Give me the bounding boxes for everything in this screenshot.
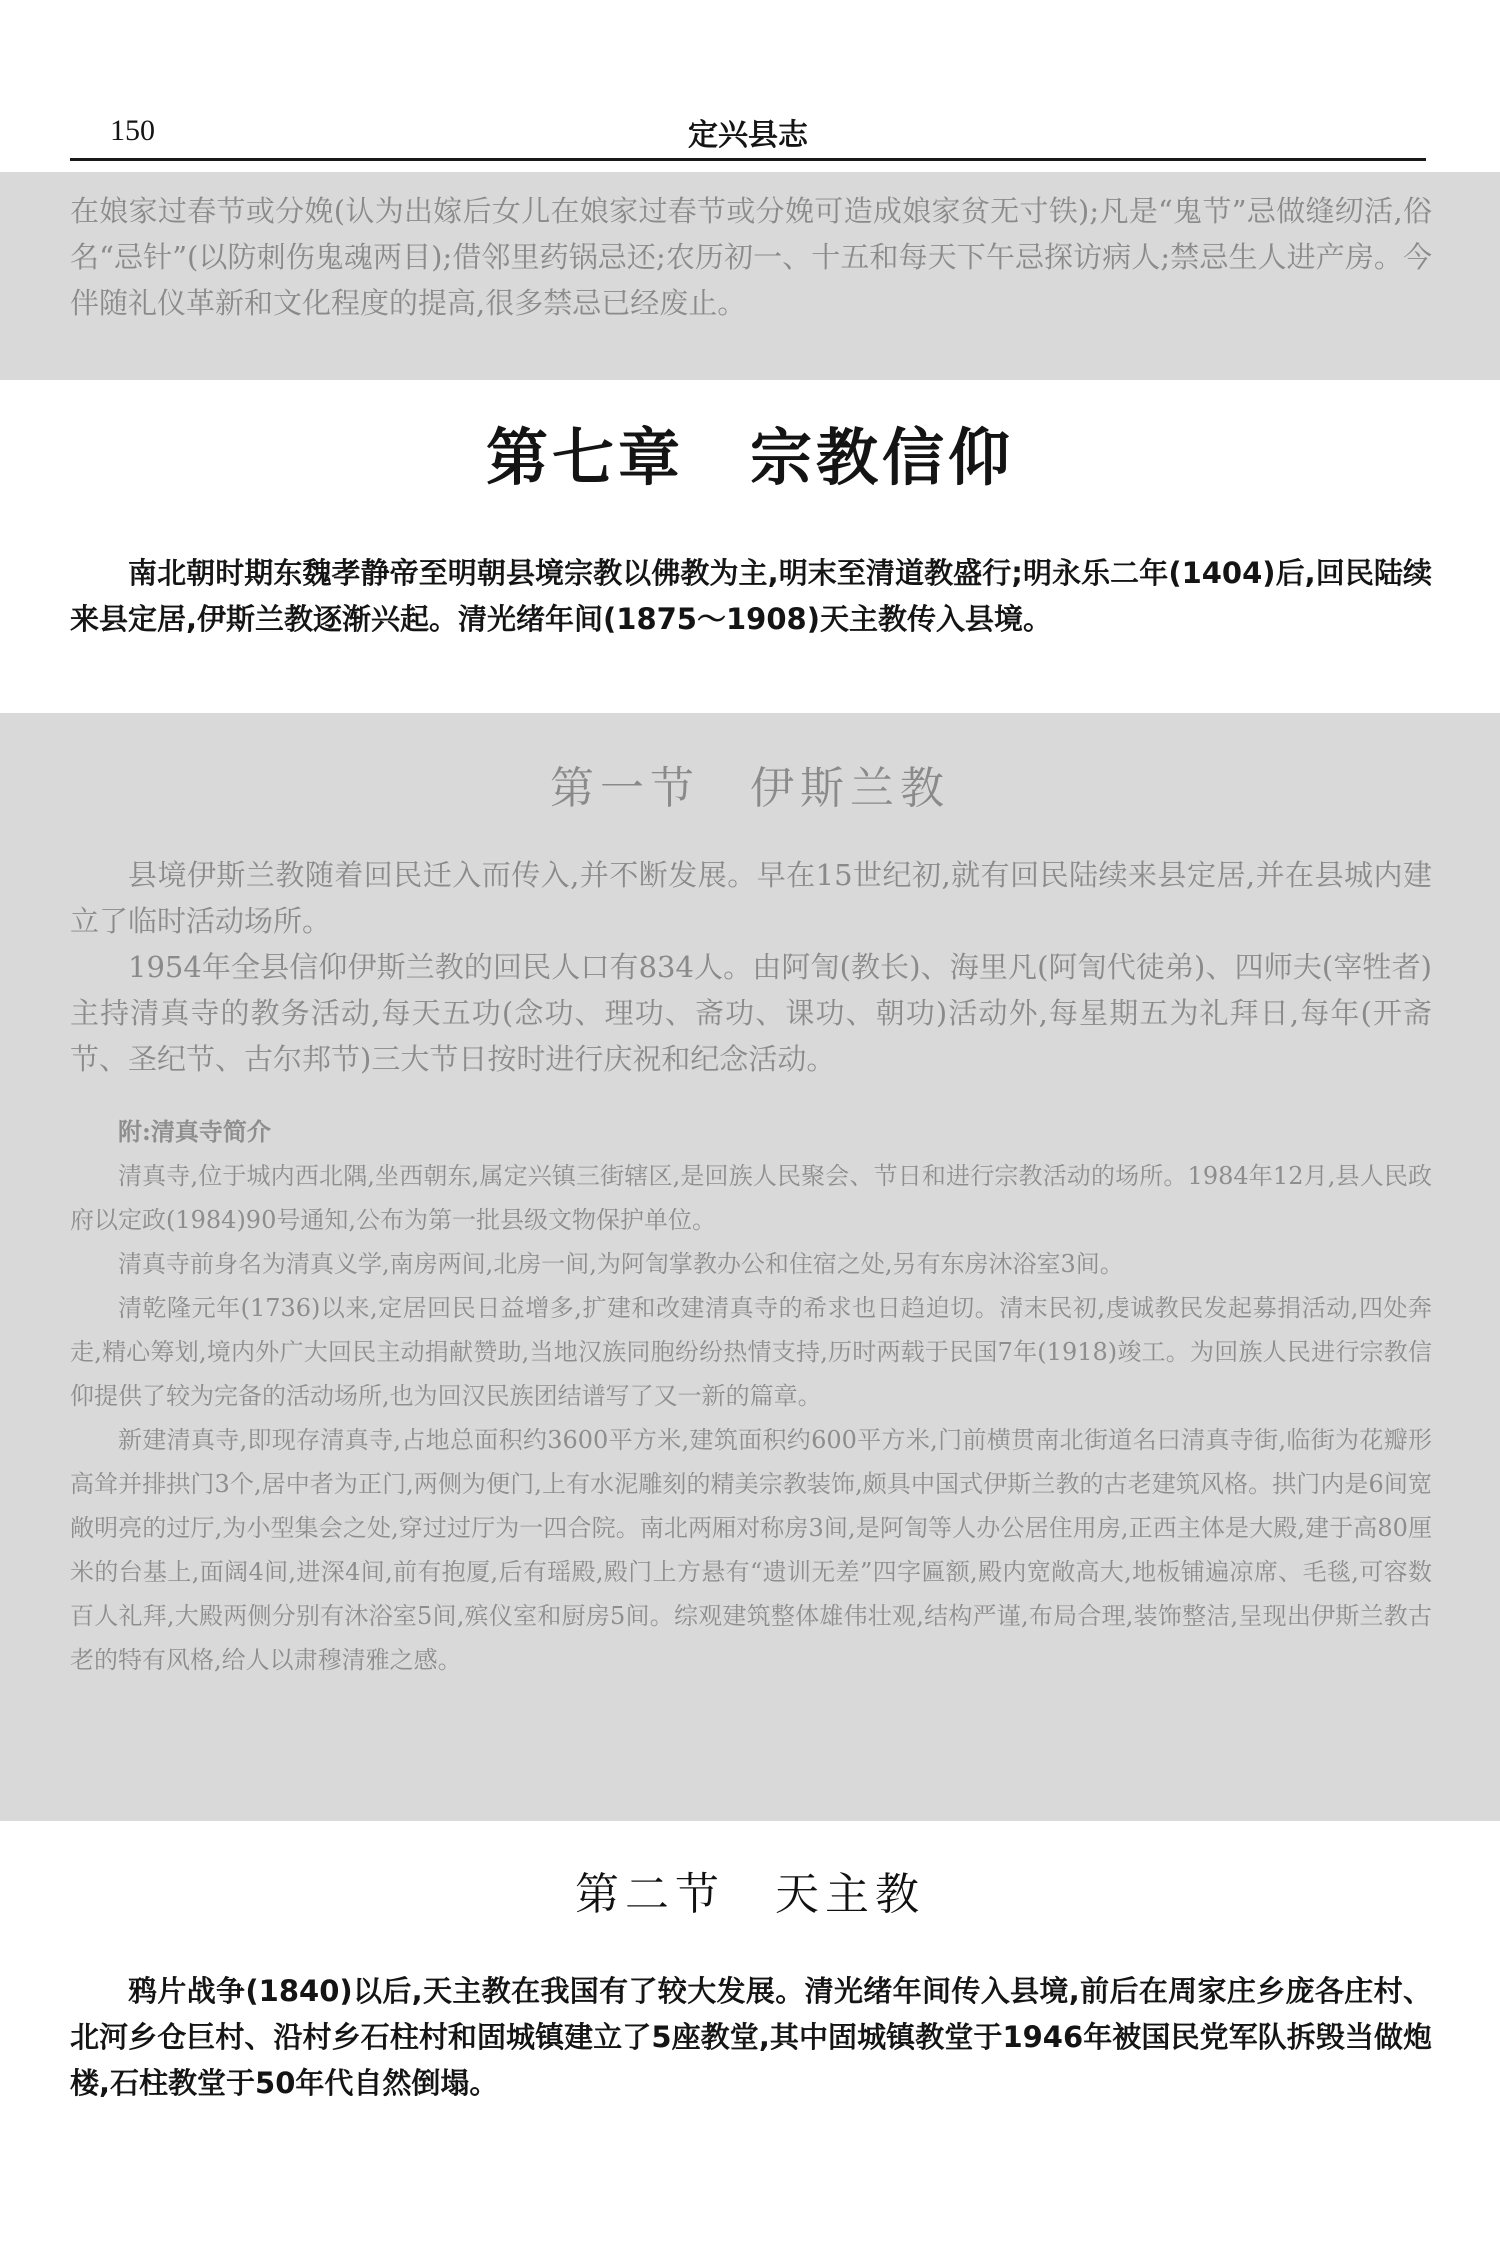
- section-one-body: [70, 852, 1432, 1082]
- section-two-paragraph: 鸦片战争(1840)以后,天主教在我国有了较大发展。清光绪年间传入县境,前后在周家庄乡庞各庄村、北河乡仓巨村、沿村乡石柱村和固城镇建立了5座教堂,其中固城镇教堂于1946年被国民党军队拆毁当做炮楼,石柱教堂于50年代自然倒塌。: [70, 1974, 1432, 2100]
- appendix-paragraph: 清乾隆元年(1736)以来,定居回民日益增多,扩建和改建清真寺的希求也日趋迫切。清末民初,虔诚教民发起募捐活动,四处奔走,精心筹划,境内外广大回民主动捐献赞助,当地汉族同胞纷纷热情支持,历时两载于民国7年(1918)竣工。为回族人民进行宗教信仰提供了较为完备的活动场所,也为回汉民族团结谱写了又一新的篇章。: [70, 1294, 1432, 1410]
- chapter-intro: 南北朝时期东魏孝静帝至明朝县境宗教以佛教为主,明末至清道教盛行;明永乐二年(1404)后,回民陆续来县定居,伊斯兰教逐渐兴起。清光绪年间(1875～1908)天主教传入县境。: [70, 556, 1432, 636]
- appendix-paragraph: 新建清真寺,即现存清真寺,占地总面积约3600平方米,建筑面积约600平方米,门前横贯南北街道名曰清真寺街,临街为花瓣形高耸并排拱门3个,居中者为正门,两侧为便门,上有水泥雕刻的精美宗教装饰,颇具中国式伊斯兰教的古老建筑风格。拱门内是6间宽敞明亮的过厅,为小型集会之处,穿过过厅为一四合院。南北两厢对称房3间,是阿訇等人办公居住用房,正西主体是大殿,建于高80厘米的台基上,面阔4间,进深4间,前有抱厦,后有瑶殿,殿门上方悬有“遗训无差”四字匾额,殿内宽敞高大,地板铺遍凉席、毛毯,可容数百人礼拜,大殿两侧分别有沐浴室5间,殡仪室和厨房5间。综观建筑整体雄伟壮观,结构严谨,布局合理,装饰整洁,呈现出伊斯兰教古老的特有风格,给人以肃穆清雅之感。: [70, 1426, 1432, 1674]
- chapter-intro-block: [70, 550, 1432, 642]
- section-one-title: 第一节 伊斯兰教: [550, 763, 950, 814]
- section-one-paragraph: 县境伊斯兰教随着回民迁入而传入,并不断发展。早在15世纪初,就有回民陆续来县定居,并在县城内建立了临时活动场所。: [70, 858, 1432, 938]
- continued-paragraph: 在娘家过春节或分娩(认为出嫁后女儿在娘家过春节或分娩可造成娘家贫无寸铁);凡是“鬼节”忌做缝纫活,俗名“忌针”(以防刺伤鬼魂两目);借邻里药锅忌还;农历初一、十五和每天下午忌探访病人;禁忌生人进产房。今伴随礼仪革新和文化程度的提高,很多禁忌已经废止。: [70, 194, 1432, 320]
- section-two-title: 第二节 天主教: [575, 1869, 925, 1920]
- section-two-body: [70, 1968, 1432, 2106]
- continued-paragraph-block: [70, 188, 1432, 326]
- header-rule: [70, 158, 1426, 161]
- appendix-paragraph: 清真寺,位于城内西北隅,坐西朝东,属定兴镇三街辖区,是回族人民聚会、节日和进行宗教活动的场所。1984年12月,县人民政府以定政(1984)90号通知,公布为第一批县级文物保护单位。: [70, 1162, 1432, 1234]
- page-number: 150: [110, 114, 155, 147]
- running-title: 定兴县志: [688, 118, 808, 153]
- page-header: [70, 108, 1426, 158]
- section-one-paragraph: 1954年全县信仰伊斯兰教的回民人口有834人。由阿訇(教长)、海里凡(阿訇代徒弟)、四师夫(宰牲者)主持清真寺的教务活动,每天五功(念功、理功、斋功、课功、朝功)活动外,每星期五为礼拜日,每年(开斋节、圣纪节、古尔邦节)三大节日按时进行庆祝和纪念活动。: [70, 950, 1432, 1076]
- appendix-paragraph: 清真寺前身名为清真义学,南房两间,北房一间,为阿訇掌教办公和住宿之处,另有东房沐浴室3间。: [118, 1250, 1124, 1278]
- chapter-title: 第七章 宗教信仰: [485, 421, 1014, 494]
- appendix-title: 附:清真寺简介: [118, 1117, 271, 1146]
- appendix-block: [70, 1110, 1432, 1682]
